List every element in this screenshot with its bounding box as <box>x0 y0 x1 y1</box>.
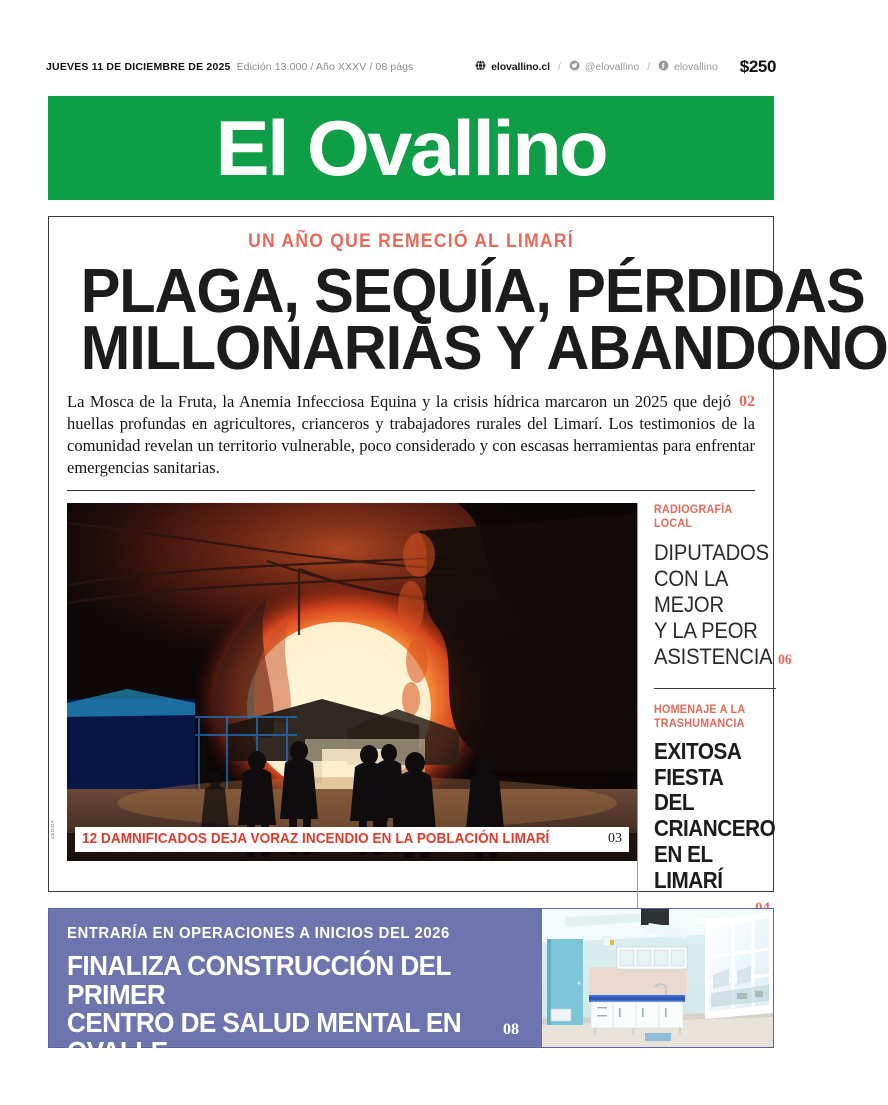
social-and-price <box>475 57 776 77</box>
sidebar-item-2-headline <box>654 737 776 894</box>
separator-2: / <box>647 61 650 73</box>
sidebar-item-1-kicker: RADIOGRAFÍA LOCAL <box>654 503 733 530</box>
photo-column <box>50 503 637 918</box>
bottom-banner[interactable] <box>48 908 774 1067</box>
globe-icon <box>475 60 486 74</box>
lead-deck-text: La Mosca de la Fruta, la Anemia Infecciosa Equina y la crisis hídrica marcaron un 2025 que dejó huellas profundas en agricultores, crianceros y trabajadores rurales del Limarí. Los testimonios de la comunidad revelan un territorio vulnerable, poco considerado y con escasas herramientas para enfrentar emergencias sanitarias. <box>67 392 755 478</box>
facebook-icon <box>658 60 669 74</box>
dateline-group <box>46 61 413 73</box>
lead-kicker: UN AÑO QUE REMECIÓ AL LIMARÍ <box>248 231 574 252</box>
masthead-banner <box>48 96 774 200</box>
lower-columns <box>50 503 792 918</box>
lead-deck <box>67 391 755 479</box>
fire-scene-illustration <box>67 503 637 861</box>
sidebar-item-2-kicker-line-1: HOMENAJE A LA <box>654 704 746 717</box>
sidebar-item-1-line-3: Y LA PEOR <box>654 618 758 644</box>
sidebar-item-1-page-number[interactable]: 06 <box>778 652 792 669</box>
lead-headline-line-1: PLAGA, SEQUÍA, PÉRDIDAS <box>80 257 865 326</box>
website-link[interactable]: elovallino.cl <box>491 61 550 73</box>
banner-text-block <box>49 909 537 1067</box>
banner-page-number[interactable]: 08 <box>503 1021 519 1038</box>
banner-kicker: ENTRARÍA EN OPERACIONES A INICIOS DEL 2026 <box>67 925 450 942</box>
photo-caption-bar <box>75 827 629 852</box>
sidebar-item-2-kicker <box>654 703 767 732</box>
sidebar-item-1-headline <box>654 540 792 670</box>
sidebar-item-2-line-3: CRIANCERO <box>654 815 776 842</box>
edition-info: Edición 13.000 / Año XXXV / 08 págs <box>236 61 414 73</box>
banner-headline <box>67 952 498 1066</box>
photo-credit: CEDIDA <box>50 819 55 839</box>
lead-headline <box>80 257 888 384</box>
sidebar-column <box>637 503 792 918</box>
horizontal-divider <box>67 490 755 491</box>
twitter-bird-icon <box>569 60 580 74</box>
main-content-box <box>48 216 888 893</box>
photo-caption-text: 12 DAMNIFICADOS DEJA VORAZ INCENDIO EN LA POBLACIÓN LIMARÍ <box>82 831 550 847</box>
cover-price: $250 <box>739 57 776 76</box>
top-info-bar <box>0 52 822 82</box>
clinic-room-illustration <box>537 909 773 1047</box>
sidebar-divider <box>654 688 776 689</box>
sidebar-item-criancero[interactable] <box>654 703 776 917</box>
publication-date: JUEVES 11 DE DICIEMBRE DE 2025 <box>46 61 231 73</box>
social-links <box>475 60 718 74</box>
sidebar-item-2-line-4: EN EL LIMARÍ <box>654 840 723 893</box>
facebook-handle[interactable]: elovallino <box>674 61 718 73</box>
banner-photo[interactable] <box>537 909 773 1047</box>
banner-headline-line-2: CENTRO DE SALUD MENTAL EN OVALLE <box>67 1007 462 1067</box>
sidebar-item-diputados[interactable] <box>654 503 792 671</box>
twitter-handle[interactable]: @elovallino <box>584 61 640 73</box>
sidebar-item-2-kicker-line-2: TRASHUMANCIA <box>654 718 745 731</box>
lead-page-number[interactable]: 02 <box>739 393 755 411</box>
sidebar-item-1-line-1: DIPUTADOS <box>654 540 769 566</box>
separator-1: / <box>557 61 561 73</box>
sidebar-item-2-line-1: EXITOSA <box>654 737 742 764</box>
banner-headline-line-1: FINALIZA CONSTRUCCIÓN DEL PRIMER <box>67 950 451 1010</box>
lead-headline-line-2: MILLONARIAS Y ABANDONO <box>80 314 888 384</box>
newspaper-title: El Ovallino <box>215 104 607 192</box>
sidebar-item-1-line-2: CON LA MEJOR <box>654 566 728 618</box>
photo-caption-page-number[interactable]: 03 <box>608 831 622 846</box>
sidebar-item-1-line-4-group <box>654 644 792 670</box>
main-photo[interactable] <box>50 503 637 861</box>
sidebar-item-1-line-4: ASISTENCIA <box>654 644 773 670</box>
sidebar-item-2-line-2: FIESTA DEL <box>654 763 723 816</box>
